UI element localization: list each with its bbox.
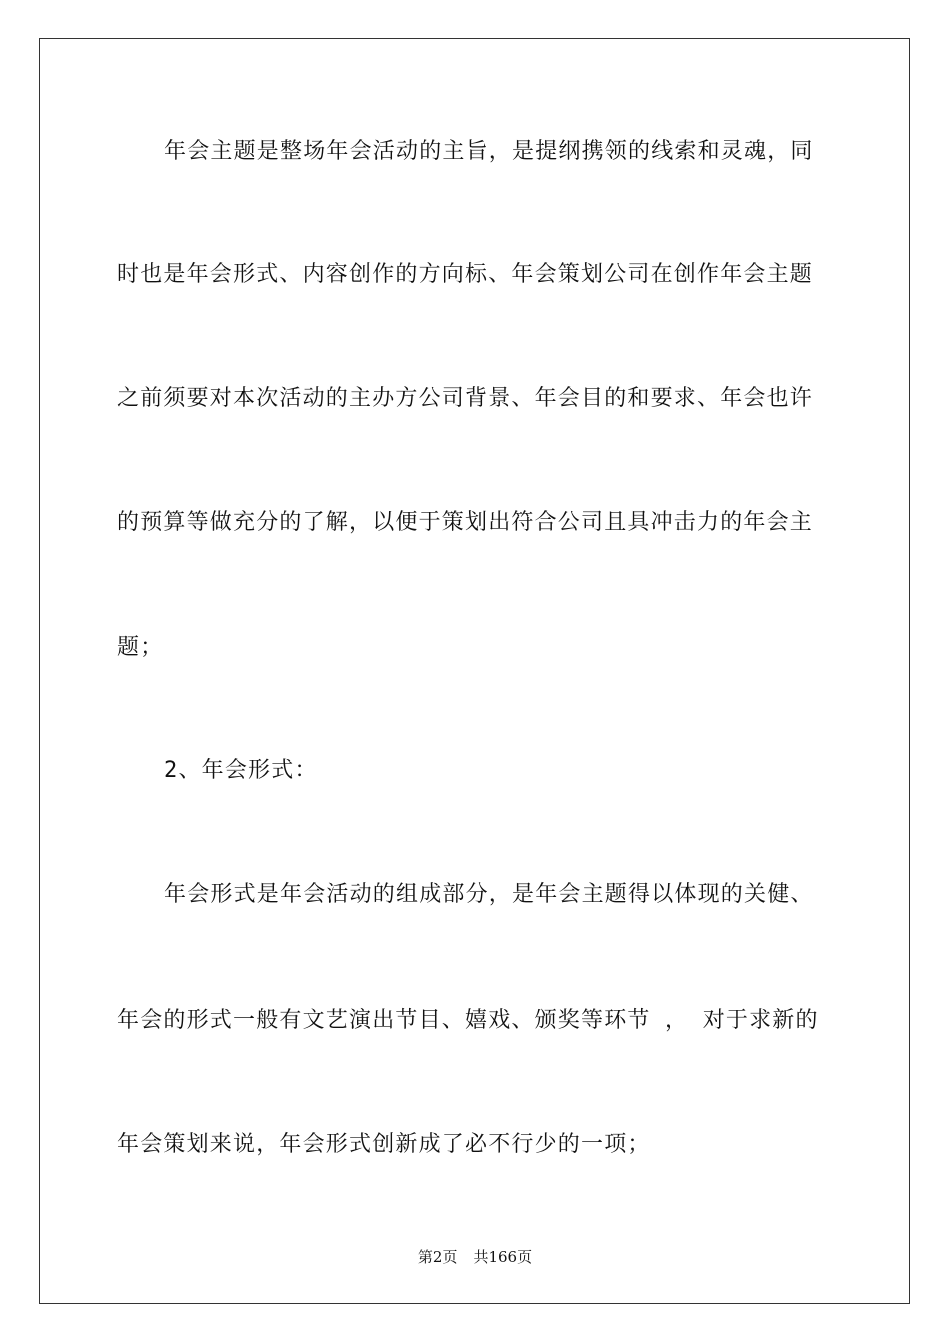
body-line-1: 年会主题是整场年会活动的主旨，是提纲携领的线索和灵魂，同: [164, 139, 814, 164]
body-line-4: 的预算等做充分的了解，以便于策划出符合公司且具冲击力的年会主: [117, 510, 814, 535]
page-footer: [0, 1246, 950, 1267]
page-number: 第2页: [417, 1248, 458, 1266]
page-border: [39, 38, 910, 1304]
body-line-3: 之前须要对本次活动的主办方公司背景、年会目的和要求、年会也许: [117, 386, 814, 411]
body-line-2: 时也是年会形式、内容创作的方向标、年会策划公司在创作年会主题: [117, 262, 814, 287]
body-line-6: 年会形式是年会活动的组成部分，是年会主题得以体现的关健、: [164, 882, 814, 907]
body-line-5: 题；: [117, 635, 164, 660]
section-heading: 2、年会形式：: [164, 758, 318, 783]
body-line-7: 年会的形式一般有文艺演出节目、嬉戏、颁奖等环节 ， 对于求新的: [117, 1008, 819, 1033]
body-line-8: 年会策划来说，年会形式创新成了必不行少的一项；: [117, 1132, 651, 1157]
page-total: 共166页: [473, 1248, 533, 1266]
